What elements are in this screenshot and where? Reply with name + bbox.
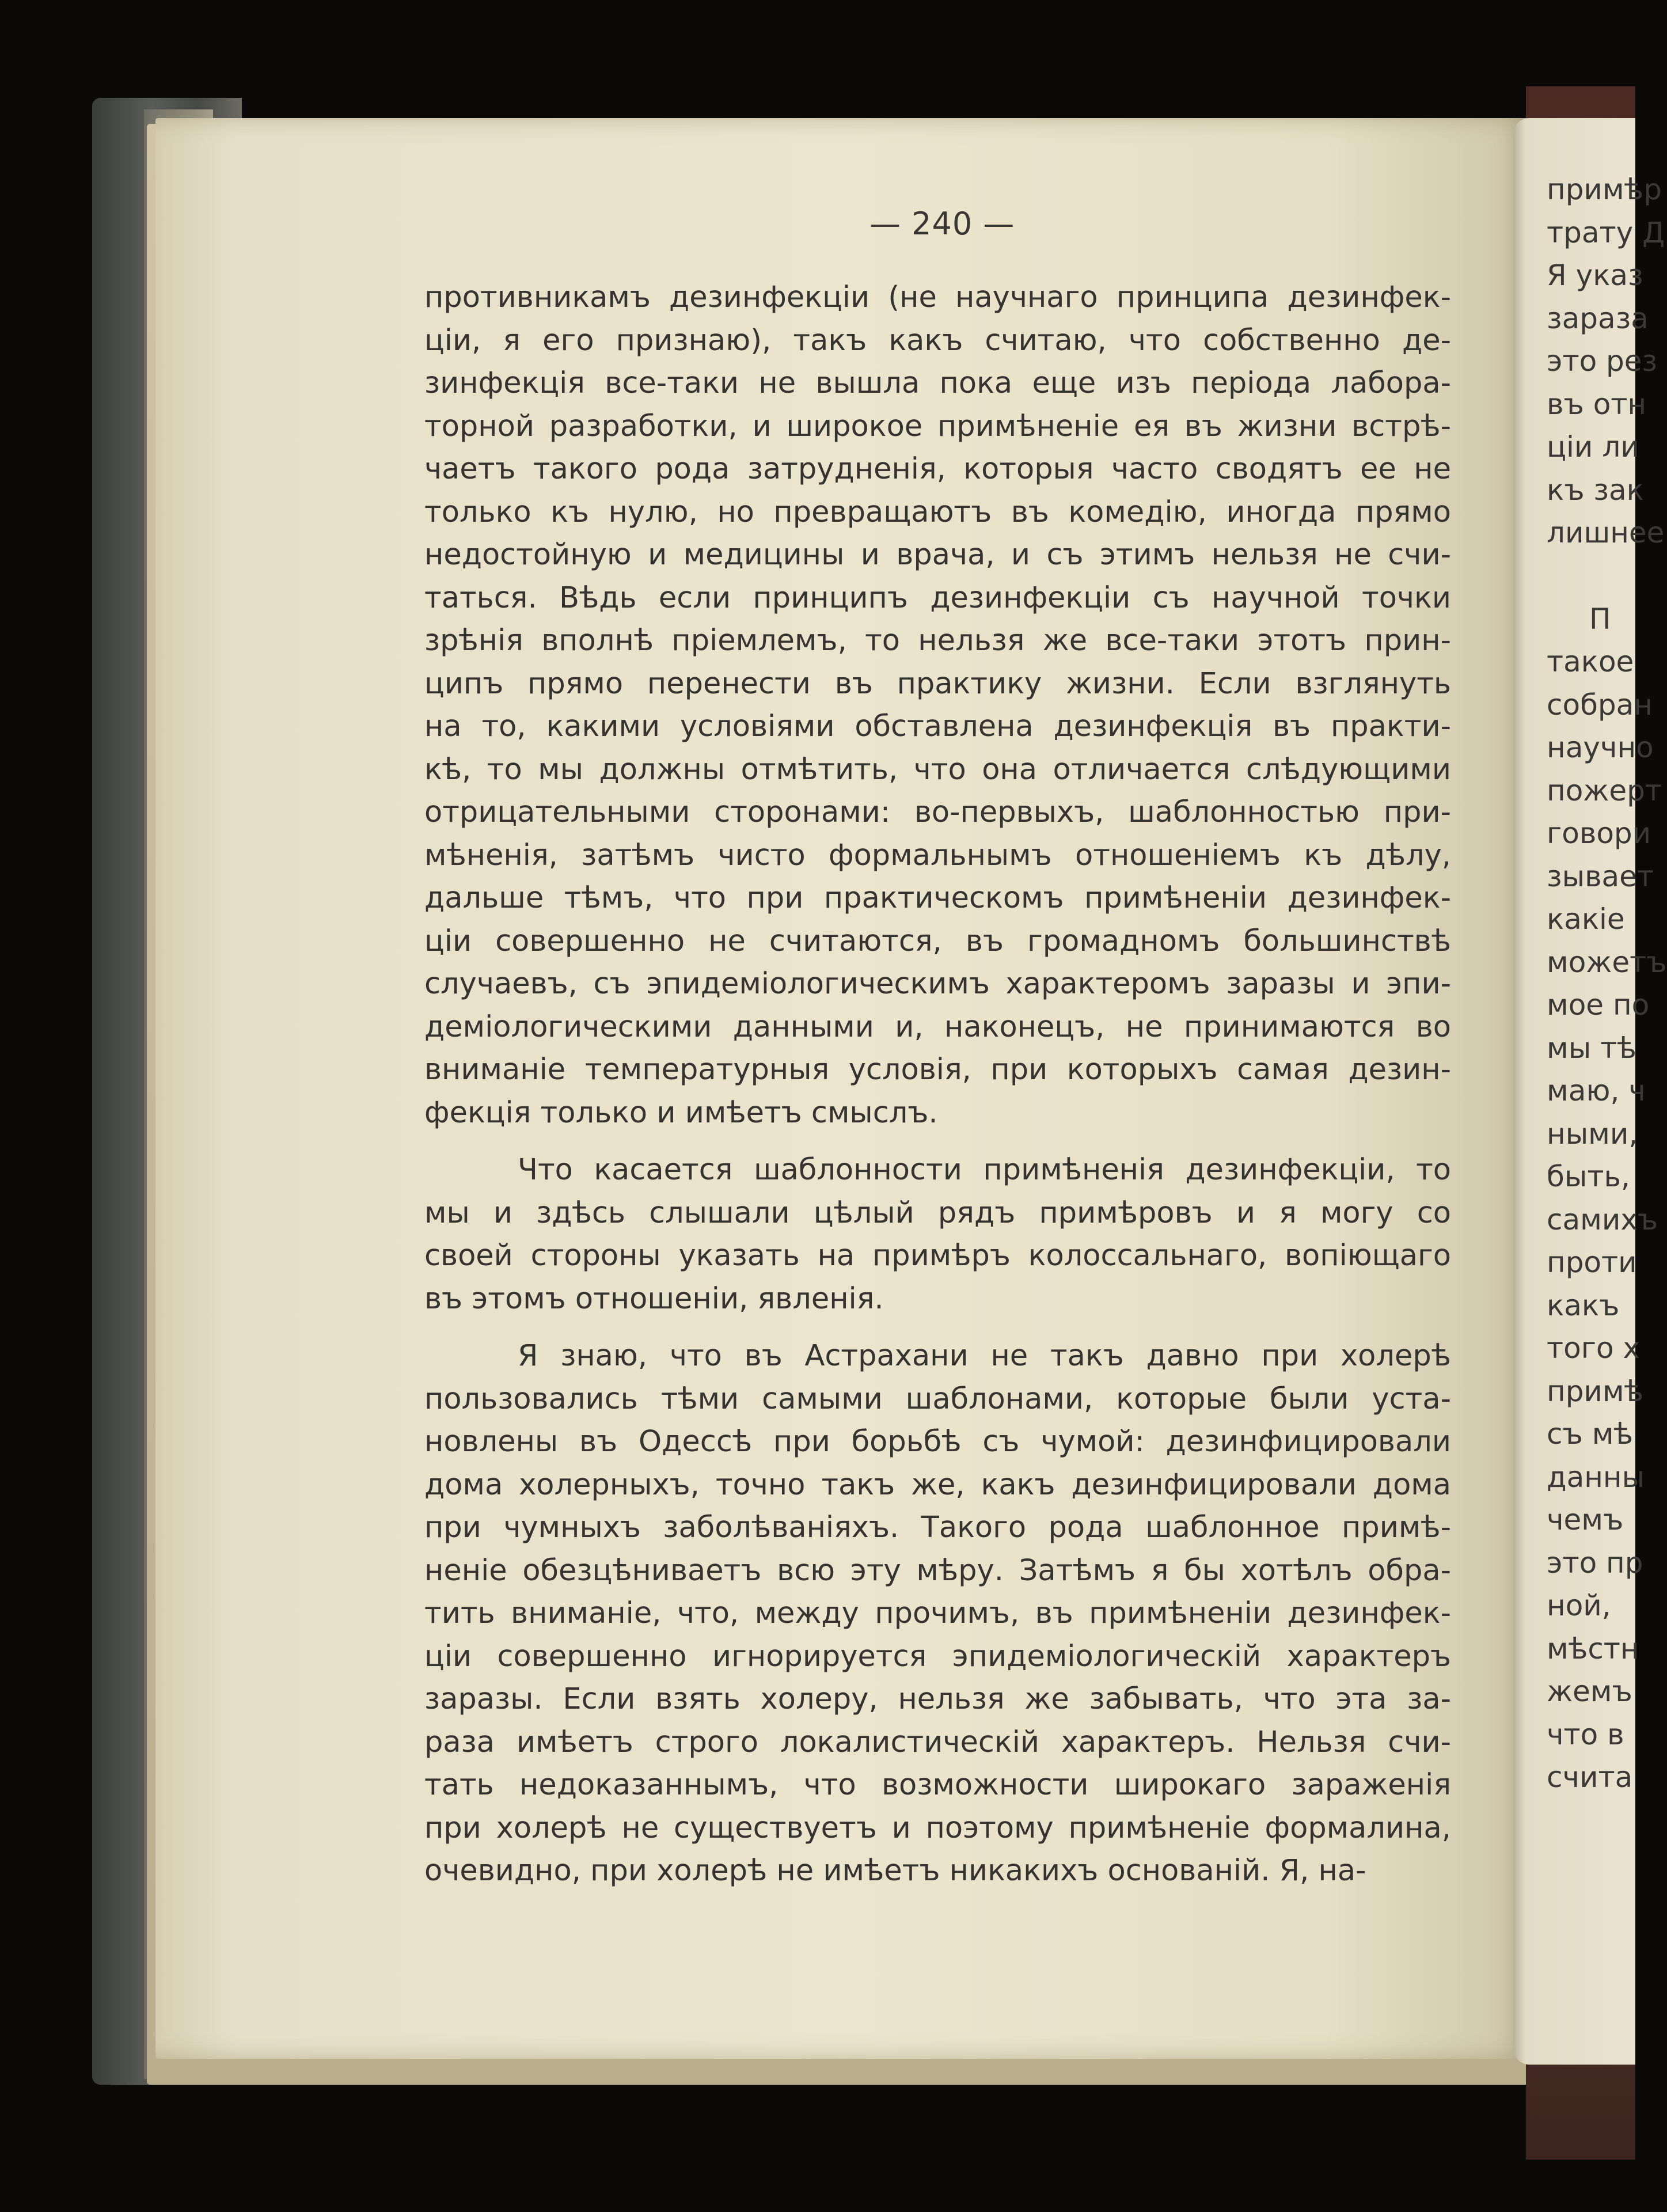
facing-page-line: въ отн: [1547, 387, 1647, 421]
text-line: таться. Вѣдь если принципъ дезинфекціи съ научной точки: [424, 580, 1451, 615]
facing-page-line: жемъ: [1547, 1675, 1632, 1708]
text-line: отрицательными сторонами: во-первыхъ, шаблонностью при-: [424, 795, 1451, 829]
facing-page-line: это пр: [1547, 1546, 1643, 1580]
facing-page-line: П: [1589, 602, 1611, 636]
facing-page-line: мѣстн: [1547, 1632, 1639, 1665]
facing-page-line: къ зак: [1547, 473, 1644, 507]
text-line: только къ нулю, но превращаютъ въ комедію, иногда прямо: [424, 495, 1451, 529]
facing-page-line: ціи ли: [1547, 430, 1639, 464]
facing-page-line: быть,: [1547, 1160, 1630, 1193]
facing-page-line: научно: [1547, 731, 1654, 764]
text-line: ципъ прямо перенести въ практику жизни. Если взглянуть: [424, 666, 1451, 701]
facing-page-line: примѣ: [1547, 1374, 1644, 1408]
facing-page-line: съ мѣ: [1547, 1417, 1634, 1451]
text-line: случаевъ, съ эпидеміологическимъ характеромъ заразы и эпи-: [424, 967, 1451, 1001]
facing-page-line: трату Д: [1547, 215, 1665, 249]
text-line: новлены въ Одессѣ при борьбѣ съ чумой: дезинфицировали: [424, 1425, 1451, 1459]
text-line: неніе обезцѣниваетъ всю эту мѣру. Затѣмъ я бы хотѣлъ обра-: [424, 1553, 1451, 1588]
facing-page-line: собран: [1547, 688, 1653, 722]
facing-page-line: чемъ: [1547, 1503, 1624, 1536]
facing-page-line: счита: [1547, 1761, 1633, 1794]
text-line: зрѣнія вполнѣ пріемлемъ, то нельзя же все-таки этотъ прин-: [424, 624, 1451, 658]
facing-page-line: примѣр: [1547, 173, 1662, 206]
text-line: фекція только и имѣетъ смыслъ.: [424, 1095, 938, 1130]
text-line: кѣ, то мы должны отмѣтить, что она отличается слѣдующими: [424, 752, 1451, 787]
paragraph-gap: [424, 1135, 1451, 1149]
text-line: вниманіе температурныя условія, при которыхъ самая дезин-: [424, 1053, 1451, 1087]
text-line: мы и здѣсь слышали цѣлый рядъ примѣровъ и я могу со: [424, 1196, 1451, 1230]
facing-page: [1513, 118, 1667, 2065]
facing-page-line: зывает: [1547, 859, 1654, 893]
facing-page-line: ной,: [1547, 1589, 1611, 1622]
facing-page-line: лишнее: [1547, 516, 1665, 549]
facing-page-line: данны: [1547, 1460, 1645, 1494]
page-number: — 240 —: [869, 206, 1015, 242]
text-line: торной разработки, и широкое примѣненіе ея въ жизни встрѣ-: [424, 409, 1451, 443]
facing-page-line: что в: [1547, 1717, 1624, 1751]
facing-page-line: зараза: [1547, 301, 1649, 335]
text-line: при холерѣ не существуетъ и поэтому примѣненіе формалина,: [424, 1811, 1451, 1845]
text-line: раза имѣетъ строго локалистическій характеръ. Нельзя счи-: [424, 1725, 1451, 1759]
text-line: Я знаю, что въ Астрахани не такъ давно при холерѣ: [518, 1339, 1451, 1373]
text-line: ціи совершенно игнорируется эпидеміологическій характеръ: [424, 1639, 1451, 1674]
facing-page-line: самихъ: [1547, 1202, 1658, 1236]
text-line: своей стороны указать на примѣръ колоссальнаго, вопіющаго: [424, 1239, 1451, 1273]
facing-page-line: проти: [1547, 1246, 1637, 1279]
text-line: мѣненія, затѣмъ чисто формальнымъ отношеніемъ къ дѣлу,: [424, 838, 1451, 872]
facing-page-line: можетъ: [1547, 945, 1667, 979]
facing-page-line: пожерт: [1547, 773, 1662, 807]
facing-page-line: мы тѣ: [1547, 1031, 1636, 1065]
facing-page-line: какіе: [1547, 902, 1625, 936]
body-text: [424, 276, 1451, 1893]
text-line: въ этомъ отношеніи, явленія.: [424, 1281, 884, 1316]
text-line: тать недоказаннымъ, что возможности широкаго зараженія: [424, 1768, 1451, 1802]
text-line: дальше тѣмъ, что при практическомъ примѣненіи дезинфек-: [424, 881, 1451, 915]
text-line: ціи, я его признаю), такъ какъ считаю, что собственно де-: [424, 323, 1451, 358]
facing-page-line: ными,: [1547, 1117, 1638, 1151]
text-line: чаетъ такого рода затрудненія, которыя часто сводятъ ее не: [424, 452, 1451, 486]
text-line: на то, какими условіями обставлена дезинфекція въ практи-: [424, 709, 1451, 743]
text-line: пользовались тѣми самыми шаблонами, которые были уста-: [424, 1382, 1451, 1416]
facing-page-line: это рез: [1547, 344, 1658, 378]
text-line: тить вниманіе, что, между прочимъ, въ примѣненіи дезинфек-: [424, 1596, 1451, 1630]
text-line: Что касается шаблонности примѣненія дезинфекціи, то: [518, 1153, 1451, 1187]
text-line: деміологическими данными и, наконецъ, не принимаются во: [424, 1010, 1451, 1044]
text-line: очевидно, при холерѣ не имѣетъ никакихъ основаній. Я, на-: [424, 1854, 1366, 1888]
text-line: дома холерныхъ, точно такъ же, какъ дезинфицировали дома: [424, 1467, 1451, 1502]
facing-page-line: такое: [1547, 645, 1634, 678]
text-line: заразы. Если взять холеру, нельзя же забывать, что эта за-: [424, 1682, 1451, 1716]
text-line: при чумныхъ заболѣваніяхъ. Такого рода шаблонное примѣ-: [424, 1511, 1451, 1545]
text-line: зинфекція все-таки не вышла пока еще изъ періода лабора-: [424, 366, 1451, 400]
text-line: ціи совершенно не считаются, въ громадномъ большинствѣ: [424, 924, 1451, 958]
facing-page-line: Я указ: [1547, 259, 1643, 292]
facing-page-line: какъ: [1547, 1288, 1620, 1322]
facing-page-line: маю, ч: [1547, 1074, 1646, 1107]
facing-page-line: говори: [1547, 817, 1651, 850]
text-line: недостойную и медицины и врача, и съ этимъ нельзя не счи-: [424, 538, 1451, 572]
paragraph-gap: [424, 1321, 1451, 1335]
facing-page-line: мое по: [1547, 988, 1650, 1022]
facing-page-line: того х: [1547, 1331, 1641, 1365]
text-line: противникамъ дезинфекціи (не научнаго принципа дезинфек-: [424, 280, 1451, 314]
